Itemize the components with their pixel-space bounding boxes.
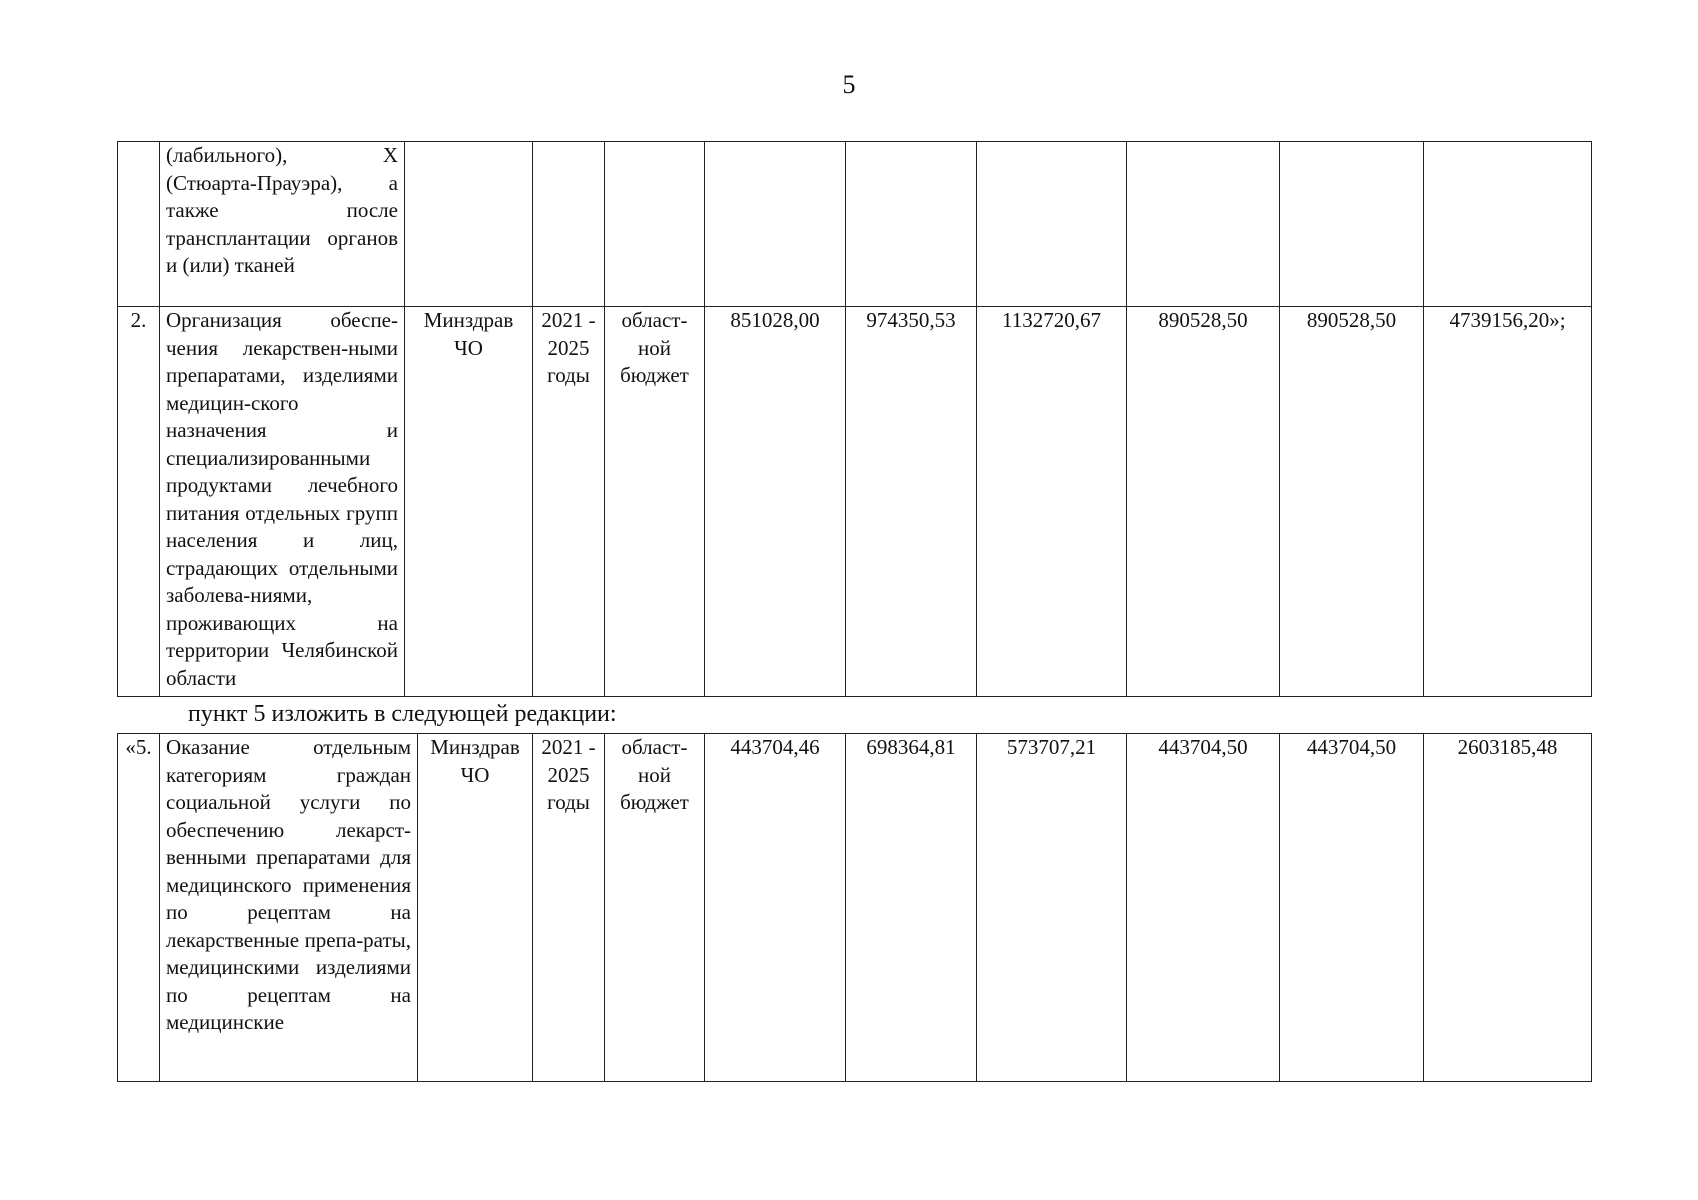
row-executor: Минздрав ЧО xyxy=(418,734,533,1082)
table-row xyxy=(118,142,1592,307)
row-amount-2023: 573707,21 xyxy=(977,734,1127,1082)
row-period xyxy=(533,142,605,307)
row-amount-total xyxy=(1424,142,1592,307)
row-amount-2024: 890528,50 xyxy=(1127,307,1280,697)
row-executor xyxy=(405,142,533,307)
row-amount-2023 xyxy=(977,142,1127,307)
row-amount-2021: 851028,00 xyxy=(705,307,846,697)
row-funding-source: област-ной бюджет xyxy=(605,307,705,697)
row-amount-2022 xyxy=(846,142,977,307)
row-executor: Минздрав ЧО xyxy=(405,307,533,697)
row-amount-total: 2603185,48 xyxy=(1424,734,1592,1082)
row-period: 2021 - 2025 годы xyxy=(533,734,605,1082)
row-amount-2023: 1132720,67 xyxy=(977,307,1127,697)
row-funding-source xyxy=(605,142,705,307)
row-amount-2024 xyxy=(1127,142,1280,307)
row-amount-2024: 443704,50 xyxy=(1127,734,1280,1082)
row-number: «5. xyxy=(118,734,160,1082)
row-amount-2025: 890528,50 xyxy=(1280,307,1424,697)
row-amount-2022: 698364,81 xyxy=(846,734,977,1082)
row-description: Организация обеспе-чения лекарствен-ными препаратами, изделиями медицин-ского назначения и специализированными продуктами лечебного питания отдельных групп населения и лиц, страдающих отдельными заболева-ниями, проживающих на территории Челябинской области xyxy=(160,307,405,697)
program-table-continued xyxy=(117,141,1592,697)
table-row xyxy=(118,307,1592,697)
row-amount-2021 xyxy=(705,142,846,307)
row-amount-2021: 443704,46 xyxy=(705,734,846,1082)
row-amount-2022: 974350,53 xyxy=(846,307,977,697)
row-number: 2. xyxy=(118,307,160,697)
row-number xyxy=(118,142,160,307)
program-table-new-item xyxy=(117,733,1592,1082)
table-row xyxy=(118,734,1592,1082)
row-period: 2021 - 2025 годы xyxy=(533,307,605,697)
row-description: (лабильного), Х (Стюарта-Прауэра), а также после трансплантации органов и (или) тканей xyxy=(160,142,405,307)
row-description: Оказание отдельным категориям граждан социальной услуги по обеспечению лекарст-венными препаратами для медицинского применения по рецептам на лекарственные препа-раты, медицинскими изделиями по рецептам на медицинские xyxy=(160,734,418,1082)
page-number: 5 xyxy=(842,70,856,99)
row-funding-source: област-ной бюджет xyxy=(605,734,705,1082)
row-amount-2025 xyxy=(1280,142,1424,307)
amendment-instruction: пункт 5 изложить в следующей редакции: xyxy=(188,701,617,727)
row-amount-2025: 443704,50 xyxy=(1280,734,1424,1082)
row-amount-total: 4739156,20»; xyxy=(1424,307,1592,697)
